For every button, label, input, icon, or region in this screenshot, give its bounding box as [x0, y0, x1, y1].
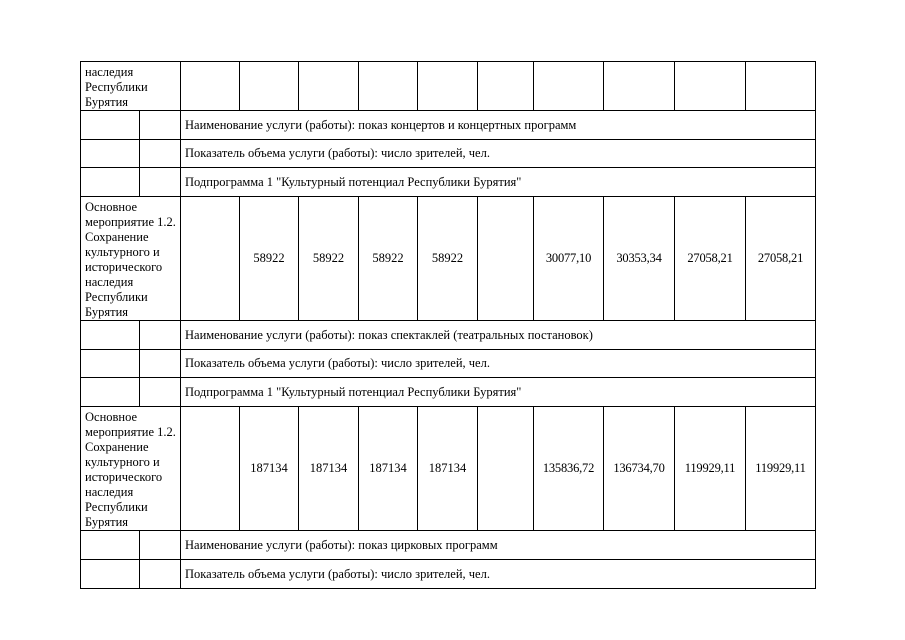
- empty-cell: [81, 168, 140, 197]
- table-row: [81, 197, 816, 321]
- value-cell: [181, 62, 240, 111]
- value-cell: 27058,21: [675, 197, 746, 321]
- value-cell: 58922: [240, 197, 299, 321]
- value-cell: [478, 62, 534, 111]
- value-cell: 58922: [418, 197, 478, 321]
- empty-cell: [140, 321, 181, 350]
- empty-cell: [81, 350, 140, 378]
- subprogram-row: Подпрограмма 1 "Культурный потенциал Республики Бурятия": [181, 378, 816, 407]
- empty-cell: [140, 168, 181, 197]
- value-cell: 30077,10: [534, 197, 604, 321]
- service-name-row: Наименование услуги (работы): показ концертов и концертных программ: [181, 111, 816, 140]
- table-row: [81, 140, 816, 168]
- empty-cell: [140, 560, 181, 589]
- value-cell: 187134: [299, 407, 359, 531]
- value-cell: [418, 62, 478, 111]
- table-row: [81, 560, 816, 589]
- volume-indicator-row: Показатель объема услуги (работы): число зрителей, чел.: [181, 560, 816, 589]
- table-row: [81, 168, 816, 197]
- empty-cell: [81, 531, 140, 560]
- table-row: [81, 321, 816, 350]
- value-cell: [534, 62, 604, 111]
- value-cell: 58922: [299, 197, 359, 321]
- value-cell: [299, 62, 359, 111]
- table-row: [81, 378, 816, 407]
- value-cell: 136734,70: [604, 407, 675, 531]
- service-name-row: Наименование услуги (работы): показ цирковых программ: [181, 531, 816, 560]
- empty-cell: [81, 560, 140, 589]
- value-cell: [359, 62, 418, 111]
- empty-cell: [81, 111, 140, 140]
- empty-cell: [140, 531, 181, 560]
- value-cell: [675, 62, 746, 111]
- empty-cell: [81, 140, 140, 168]
- value-cell: 30353,34: [604, 197, 675, 321]
- event-name-cell: наследия Республики Бурятия: [81, 62, 181, 111]
- services-table: [80, 61, 816, 589]
- table-row: [81, 531, 816, 560]
- volume-indicator-row: Показатель объема услуги (работы): число зрителей, чел.: [181, 140, 816, 168]
- empty-cell: [140, 350, 181, 378]
- value-cell: 135836,72: [534, 407, 604, 531]
- value-cell: 187134: [359, 407, 418, 531]
- empty-cell: [140, 378, 181, 407]
- table-row: [81, 62, 816, 111]
- event-name-cell: Основное мероприятие 1.2. Сохранение культурного и исторического наследия Республики Бурятия: [81, 197, 181, 321]
- empty-cell: [140, 140, 181, 168]
- value-cell: [478, 407, 534, 531]
- table-row: [81, 350, 816, 378]
- table-row: [81, 407, 816, 531]
- value-cell: 187134: [418, 407, 478, 531]
- value-cell: 119929,11: [746, 407, 816, 531]
- event-name-cell: Основное мероприятие 1.2. Сохранение культурного и исторического наследия Республики Бурятия: [81, 407, 181, 531]
- value-cell: [240, 62, 299, 111]
- value-cell: [181, 407, 240, 531]
- service-name-row: Наименование услуги (работы): показ спектаклей (театральных постановок): [181, 321, 816, 350]
- table-row: [81, 111, 816, 140]
- subprogram-row: Подпрограмма 1 "Культурный потенциал Республики Бурятия": [181, 168, 816, 197]
- value-cell: [604, 62, 675, 111]
- value-cell: 27058,21: [746, 197, 816, 321]
- empty-cell: [140, 111, 181, 140]
- value-cell: [746, 62, 816, 111]
- value-cell: [478, 197, 534, 321]
- value-cell: 119929,11: [675, 407, 746, 531]
- value-cell: 187134: [240, 407, 299, 531]
- empty-cell: [81, 321, 140, 350]
- value-cell: 58922: [359, 197, 418, 321]
- empty-cell: [81, 378, 140, 407]
- value-cell: [181, 197, 240, 321]
- volume-indicator-row: Показатель объема услуги (работы): число зрителей, чел.: [181, 350, 816, 378]
